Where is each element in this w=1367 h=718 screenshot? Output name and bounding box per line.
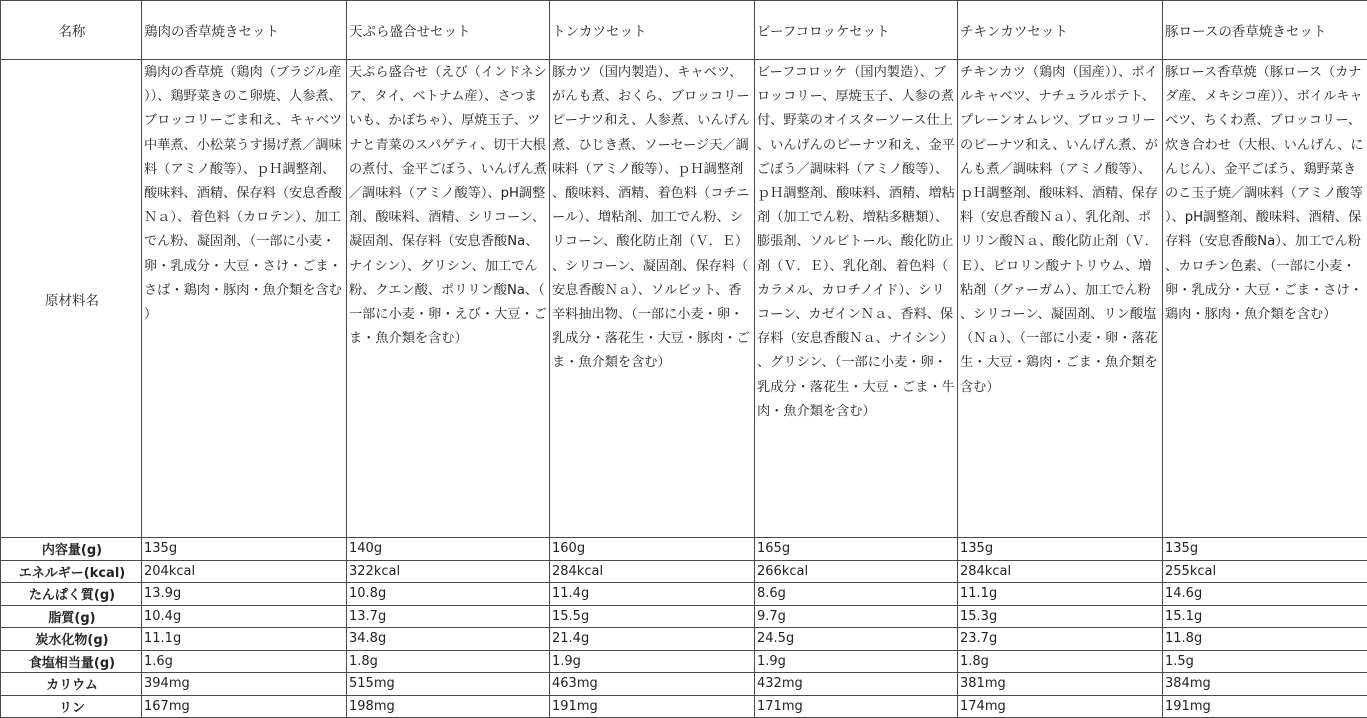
nutrient-value: 171mg xyxy=(755,695,958,718)
nutrient-label: 炭水化物(g) xyxy=(1,628,142,651)
product-name: チキンカツセット xyxy=(958,1,1163,60)
nutrient-value: 13.9g xyxy=(142,583,347,606)
product-ingredients: 天ぷら盛合せ（えび（インドネシア、タイ、ベトナム産）、さつまいも、かぼちゃ）、厚焼玉子、ツナと青菜のスパゲティ、切干大根の煮付、金平ごぼう、いんげん煮／調味料（アミノ酸等）、pH調整剤、酸味料、酒精、シリコーン、凝固剤、保存料（安息香酸Na、ナイシン）、グリシン、加工でん粉、クエン酸、ポリリン酸Na、（一部に小麦・卵・えび・大豆・ごま・魚介類を含む） xyxy=(347,60,550,538)
nutrient-value: 15.5g xyxy=(550,605,755,628)
nutrient-value: 11.1g xyxy=(958,583,1163,606)
nutrient-value: 198mg xyxy=(347,695,550,718)
nutrition-row-carbs xyxy=(1,628,1367,651)
nutrient-value: 23.7g xyxy=(958,628,1163,651)
nutrient-value: 1.6g xyxy=(142,650,347,673)
nutrient-value: 384mg xyxy=(1163,673,1367,696)
nutrient-value: 1.9g xyxy=(755,650,958,673)
product-name: トンカツセット xyxy=(550,1,755,60)
nutrient-value: 1.8g xyxy=(958,650,1163,673)
nutrient-value: 167mg xyxy=(142,695,347,718)
nutrient-label: 内容量(g) xyxy=(1,538,142,561)
nutrient-value: 8.6g xyxy=(755,583,958,606)
product-name: ビーフコロッケセット xyxy=(755,1,958,60)
nutrient-value: 15.1g xyxy=(1163,605,1367,628)
nutrient-value: 135g xyxy=(1163,538,1367,561)
nutrient-value: 10.8g xyxy=(347,583,550,606)
nutrient-value: 11.8g xyxy=(1163,628,1367,651)
nutrient-value: 394mg xyxy=(142,673,347,696)
nutrient-value: 21.4g xyxy=(550,628,755,651)
product-name: 鶏肉の香草焼きセット xyxy=(142,1,347,60)
nutrient-value: 9.7g xyxy=(755,605,958,628)
product-name-row xyxy=(1,1,1367,60)
nutrient-value: 174mg xyxy=(958,695,1163,718)
nutrient-value: 284kcal xyxy=(958,560,1163,583)
nutrient-value: 15.3g xyxy=(958,605,1163,628)
nutrient-value: 140g xyxy=(347,538,550,561)
nutrient-value: 191mg xyxy=(550,695,755,718)
nutrient-value: 1.9g xyxy=(550,650,755,673)
nutrient-value: 255kcal xyxy=(1163,560,1367,583)
nutrient-value: 1.5g xyxy=(1163,650,1367,673)
product-name: 豚ロースの香草焼きセット xyxy=(1163,1,1367,60)
nutrition-row-phosphorus xyxy=(1,695,1367,718)
nutrient-value: 204kcal xyxy=(142,560,347,583)
product-ingredients: 豚カツ（国内製造）、キャベツ、がんも煮、おくら、ブロッコリーピーナツ和え、人参煮、いんげん煮、ひじき煮、ソーセージ天／調味料（アミノ酸等）、ｐＨ調整剤、酸味料、酒精、着色料（コチニール）、増粘剤、加工でん粉、シリコーン、酸化防止剤（Ｖ．Ｅ）、シリコーン、凝固剤、保存料（安息香酸Ｎａ）、ソルビット、香辛料抽出物、（一部に小麦・卵・乳成分・落花生・大豆・豚肉・ごま・魚介類を含む） xyxy=(550,60,755,538)
nutrient-value: 11.1g xyxy=(142,628,347,651)
nutrient-value: 165g xyxy=(755,538,958,561)
nutrient-value: 135g xyxy=(142,538,347,561)
nutrient-value: 13.7g xyxy=(347,605,550,628)
nutrient-value: 24.5g xyxy=(755,628,958,651)
nutrient-value: 14.6g xyxy=(1163,583,1367,606)
nutrition-row-protein xyxy=(1,583,1367,606)
nutrition-row-salt xyxy=(1,650,1367,673)
ingredients-header: 原材料名 xyxy=(1,60,142,538)
nutrient-value: 266kcal xyxy=(755,560,958,583)
nutrient-value: 322kcal xyxy=(347,560,550,583)
nutrient-value: 515mg xyxy=(347,673,550,696)
product-name: 天ぷら盛合せセット xyxy=(347,1,550,60)
nutrient-value: 463mg xyxy=(550,673,755,696)
nutrient-value: 381mg xyxy=(958,673,1163,696)
nutrient-label: カリウム xyxy=(1,673,142,696)
name-header: 名称 xyxy=(1,1,142,60)
nutrient-value: 11.4g xyxy=(550,583,755,606)
product-ingredients: 豚ロース香草焼（豚ロース（カナダ産、メキシコ産））、ボイルキャベツ、ちくわ煮、ブロッコリー、炊き合わせ（大根、いんげん、にんじん）、金平ごぼう、鶏野菜きのこ玉子焼／調味料（アミノ酸等）、pH調整剤、酸味料、酒精、保存料（安息香酸Na）、加工でん粉、カロチン色素、（一部に小麦・卵・乳成分・大豆・ごま・さけ・鶏肉・豚肉・魚介類を含む） xyxy=(1163,60,1367,538)
product-ingredients: 鶏肉の香草焼（鶏肉（ブラジル産））、鶏野菜きのこ卵焼、人参煮、ブロッコリーごま和え、キャベツ中華煮、小松菜うす揚げ煮／調味料（アミノ酸等）、ｐＨ調整剤、酸味料、酒精、保存料（安息香酸Ｎａ）、着色料（カロテン）、加工でん粉、凝固剤、（一部に小麦・卵・乳成分・大豆・さけ・ごま・さば・鶏肉・豚肉・魚介類を含む） xyxy=(142,60,347,538)
nutrient-value: 160g xyxy=(550,538,755,561)
nutrient-label: リン xyxy=(1,695,142,718)
nutrient-label: 食塩相当量(g) xyxy=(1,650,142,673)
nutrient-value: 1.8g xyxy=(347,650,550,673)
nutrient-label: エネルギー(kcal) xyxy=(1,560,142,583)
nutrient-value: 34.8g xyxy=(347,628,550,651)
nutrition-row-potassium xyxy=(1,673,1367,696)
nutrient-value: 284kcal xyxy=(550,560,755,583)
nutrient-label: 脂質(g) xyxy=(1,605,142,628)
product-ingredients: ビーフコロッケ（国内製造）、ブロッコリー、厚焼玉子、人参の煮付、野菜のオイスターソース仕上、いんげんのピーナツ和え、金平ごぼう／調味料（アミノ酸等）、ｐＨ調整剤、酸味料、酒精、増粘剤（加工でん粉、増粘多糖類）、膨張剤、ソルビトール、酸化防止剤（Ｖ．Ｅ）、乳化剤、着色料（カラメル、カロチノイド）、シリコーン、カゼインＮａ、香料、保存料（安息香酸Ｎａ、ナイシン）、グリシン、（一部に小麦・卵・乳成分・落花生・大豆・ごま・牛肉・魚介類を含む） xyxy=(755,60,958,538)
nutrient-value: 432mg xyxy=(755,673,958,696)
ingredients-row xyxy=(1,60,1367,538)
nutrient-value: 191mg xyxy=(1163,695,1367,718)
product-ingredients: チキンカツ（鶏肉（国産））、ボイルキャベツ、ナチュラルポテト、プレーンオムレツ、ブロッコリーのピーナツ和え、いんげん煮、がんも煮／調味料（アミノ酸等）、ｐＨ調整剤、酸味料、酒精、保存料（安息香酸Ｎａ）、乳化剤、ポリリン酸Ｎａ、酸化防止剤（Ｖ．Ｅ）、ピロリン酸ナトリウム、増粘剤（グァーガム）、加工でん粉、シリコーン、凝固剤、リン酸塩（Ｎａ）、（一部に小麦・卵・落花生・大豆・鶏肉・ごま・魚介類を含む） xyxy=(958,60,1163,538)
nutrition-row-content xyxy=(1,538,1367,561)
nutrition-row-fat xyxy=(1,605,1367,628)
nutrient-value: 135g xyxy=(958,538,1163,561)
nutrient-value: 10.4g xyxy=(142,605,347,628)
nutrition-row-energy xyxy=(1,560,1367,583)
nutrient-label: たんぱく質(g) xyxy=(1,583,142,606)
